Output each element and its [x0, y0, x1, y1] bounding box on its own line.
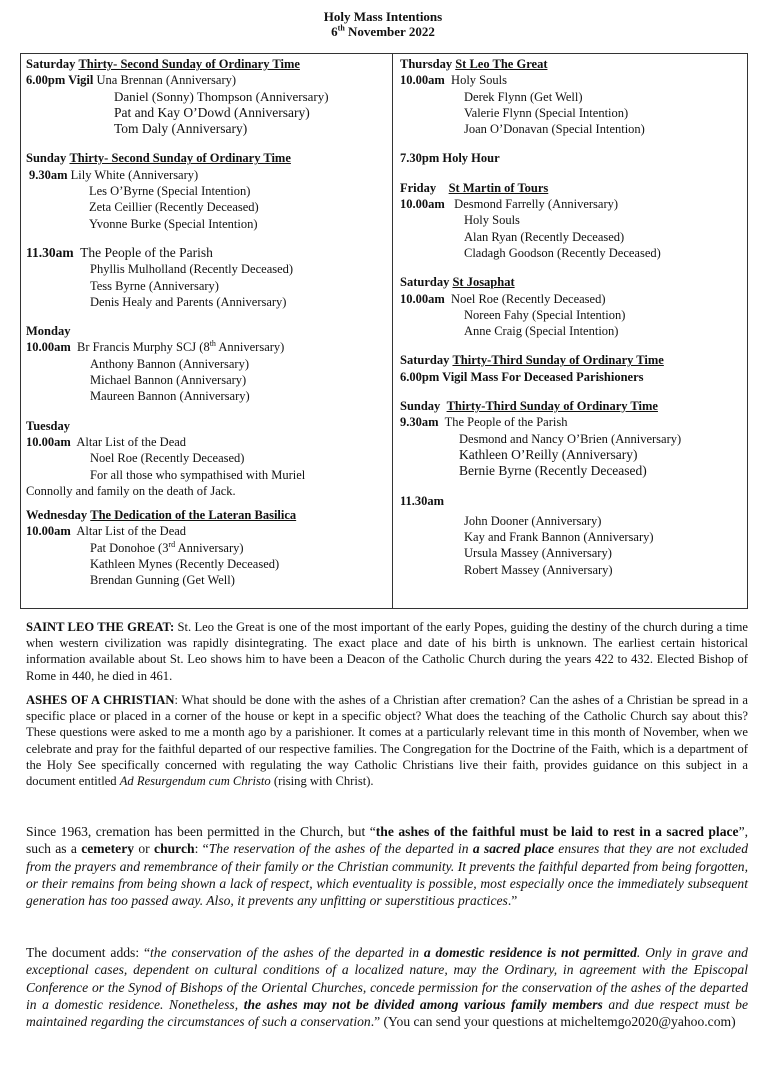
intention-item: Noel Roe (Recently Deceased) — [90, 451, 245, 466]
sunday-heading: Sunday Thirty-Third Sunday of Ordinary Time — [400, 399, 658, 414]
sunday-930-row: 9.30am Lily White (Anniversary) — [29, 167, 199, 182]
holy-hour: 7.30pm Holy Hour — [400, 151, 500, 166]
intention-item: Denis Healy and Parents (Anniversary) — [90, 294, 287, 309]
monday-row: 10.00am Br Francis Murphy SCJ (8th Anniversary) — [26, 339, 285, 355]
saturday-row: 10.00am Noel Roe (Recently Deceased) — [400, 291, 606, 306]
intention-item: Holy Souls — [464, 213, 520, 228]
intention-item: John Dooner (Anniversary) — [464, 513, 602, 528]
intention-item: Tom Daly (Anniversary) — [114, 121, 248, 137]
intention-item: Kay and Frank Bannon (Anniversary) — [464, 530, 654, 545]
thursday-heading: Thursday St Leo The Great — [400, 57, 548, 71]
wednesday-heading: Wednesday The Dedication of the Lateran Basilica — [26, 508, 297, 523]
intention-item: Phyllis Mulholland (Recently Deceased) — [90, 262, 294, 277]
tuesday-heading: Tuesday — [26, 418, 71, 433]
intention-item: Brendan Gunning (Get Well) — [90, 573, 235, 588]
intention-item: Pat Donohoe (3rd Anniversary) — [90, 539, 244, 555]
intention-item: Robert Massey (Anniversary) — [464, 562, 613, 577]
saturday-vigil-heading: Saturday Thirty-Third Sunday of Ordinary Time — [400, 353, 664, 368]
right-column — [393, 54, 747, 608]
title-text: Holy Mass Intentions — [323, 9, 443, 24]
intention-item: Ursula Massey (Anniversary) — [464, 546, 612, 561]
sunday-heading: Sunday Thirty- Second Sunday of Ordinary Time — [26, 151, 291, 166]
intention-item: Joan O’Donavan (Special Intention) — [464, 122, 645, 137]
cremation-paragraph: Since 1963, cremation has been permitted in the Church, but “the ashes of the faithful must be laid to rest in a sacred place”, such as a cemetery or church: “The reservation of the ashes of the departed in a sacred place ensures that they are not excluded from the prayers and remembrance of their family or the Christian community. It prevents the faithful departed from being forgotten, or their remains from being shown a lack of respect, which eventuality is possible, most especially once the immediately subsequent generation has too passed away. Also, it prevents any unfitting or superstitious practices.” — [26, 824, 748, 909]
saturday-vigil-row: 6.00pm Vigil Una Brennan (Anniversary) — [26, 73, 237, 88]
intention-item: Noreen Fahy (Special Intention) — [464, 307, 626, 322]
intention-item: Yvonne Burke (Special Intention) — [89, 216, 258, 231]
intention-item: Anne Craig (Special Intention) — [464, 324, 619, 339]
intention-item: Cladagh Goodson (Recently Deceased) — [464, 245, 661, 260]
saturday-heading: Saturday Thirty- Second Sunday of Ordinary Time — [26, 57, 300, 71]
wednesday-row: 10.00am Altar List of the Dead — [26, 524, 187, 539]
intention-item: Valerie Flynn (Special Intention) — [464, 105, 629, 120]
intention-item: Daniel (Sonny) Thompson (Anniversary) — [114, 88, 329, 104]
mass-intentions-table — [20, 53, 748, 609]
page-title — [0, 0, 766, 39]
intention-item: Kathleen O’Reilly (Anniversary) — [459, 446, 638, 462]
saint-leo-article: SAINT LEO THE GREAT: St. Leo the Great is one of the most important of the early Popes, guiding the destiny of the church during a time when western civilization was rapidly disintegrating. The exact place and date of his birth is unknown. The earliest certain historical information available about St. Leo shows him to have been a Deacon of the Catholic Church during the years 422 to 432. Elected Bishop of Rome in 440, he died in 461. — [26, 620, 748, 683]
left-column — [21, 54, 393, 608]
intention-item: Derek Flynn (Get Well) — [464, 89, 583, 104]
intention-item: Pat and Kay O’Dowd (Anniversary) — [114, 104, 310, 120]
ashes-article: ASHES OF A CHRISTIAN: What should be done with the ashes of a Christian after cremation? Can the ashes of a Christian be spread in a specific place or placed in a corner of the house or kept in a specific object? What does the teaching of the Catholic Church say about this? These questions were asked to me a month ago by a parishioner. It comes at a particularly relevant time in this month of November, when we celebrate and pray for the faithful departed of our respective families. The Congregation for the Doctrine of the Faith, which is a department of the Holy See specifically concerned with regulating the way Catholic Christians live their faith, provides guidance on this subject in a document entitled Ad Resurgendum cum Christo (rising with Christ). — [26, 693, 748, 789]
intention-item: Michael Bannon (Anniversary) — [90, 373, 247, 388]
intention-item: Zeta Ceillier (Recently Deceased) — [89, 200, 259, 215]
intention-item: Desmond and Nancy O’Brien (Anniversary) — [459, 431, 682, 446]
vigil-mass-line: 6.00pm Vigil Mass For Deceased Parishioners — [400, 369, 644, 384]
sunday-1130-time: 11.30am — [400, 493, 445, 508]
thursday-row: 10.00am Holy Souls — [400, 73, 507, 88]
intention-item: Les O’Byrne (Special Intention) — [89, 184, 251, 199]
sunday-1130-row: 11.30am The People of the Parish — [26, 244, 213, 260]
sunday-930-row: 9.30am The People of the Parish — [400, 415, 568, 430]
intention-item: Kathleen Mynes (Recently Deceased) — [90, 557, 280, 572]
tuesday-row: 10.00am Altar List of the Dead — [26, 434, 187, 449]
saturday-heading: Saturday St Josaphat — [400, 275, 515, 290]
friday-heading: Friday St Martin of Tours — [400, 180, 549, 195]
intention-note: Connolly and family on the death of Jack. — [26, 483, 236, 498]
intention-note: For all those who sympathised with Muriel — [90, 467, 306, 482]
intention-item: Bernie Byrne (Recently Deceased) — [459, 463, 647, 479]
intention-item: Tess Byrne (Anniversary) — [90, 278, 219, 293]
friday-row: 10.00am Desmond Farrelly (Anniversary) — [400, 197, 619, 212]
title-date: 6th November 2022 — [331, 23, 435, 39]
intention-item: Alan Ryan (Recently Deceased) — [464, 229, 625, 244]
monday-heading: Monday — [26, 324, 71, 339]
intention-item: Anthony Bannon (Anniversary) — [90, 356, 249, 371]
document-adds-paragraph: The document adds: “the conservation of the ashes of the departed in a domestic residence is not permitted. Only in grave and exceptional cases, dependent on cultural conditions of a localized nature, may the Ordinary, in agreement with the Episcopal Conference or the Synod of Bishops of the Oriental Churches, concede permission for the conservation of the ashes of the departed in a domestic residence. Nonetheless, the ashes may not be divided among various family members and due respect must be maintained regarding the circumstances of such a conservation.” (You can send your questions at micheltemgo2020@yahoo.com) — [26, 945, 749, 1030]
intention-item: Maureen Bannon (Anniversary) — [90, 389, 250, 404]
